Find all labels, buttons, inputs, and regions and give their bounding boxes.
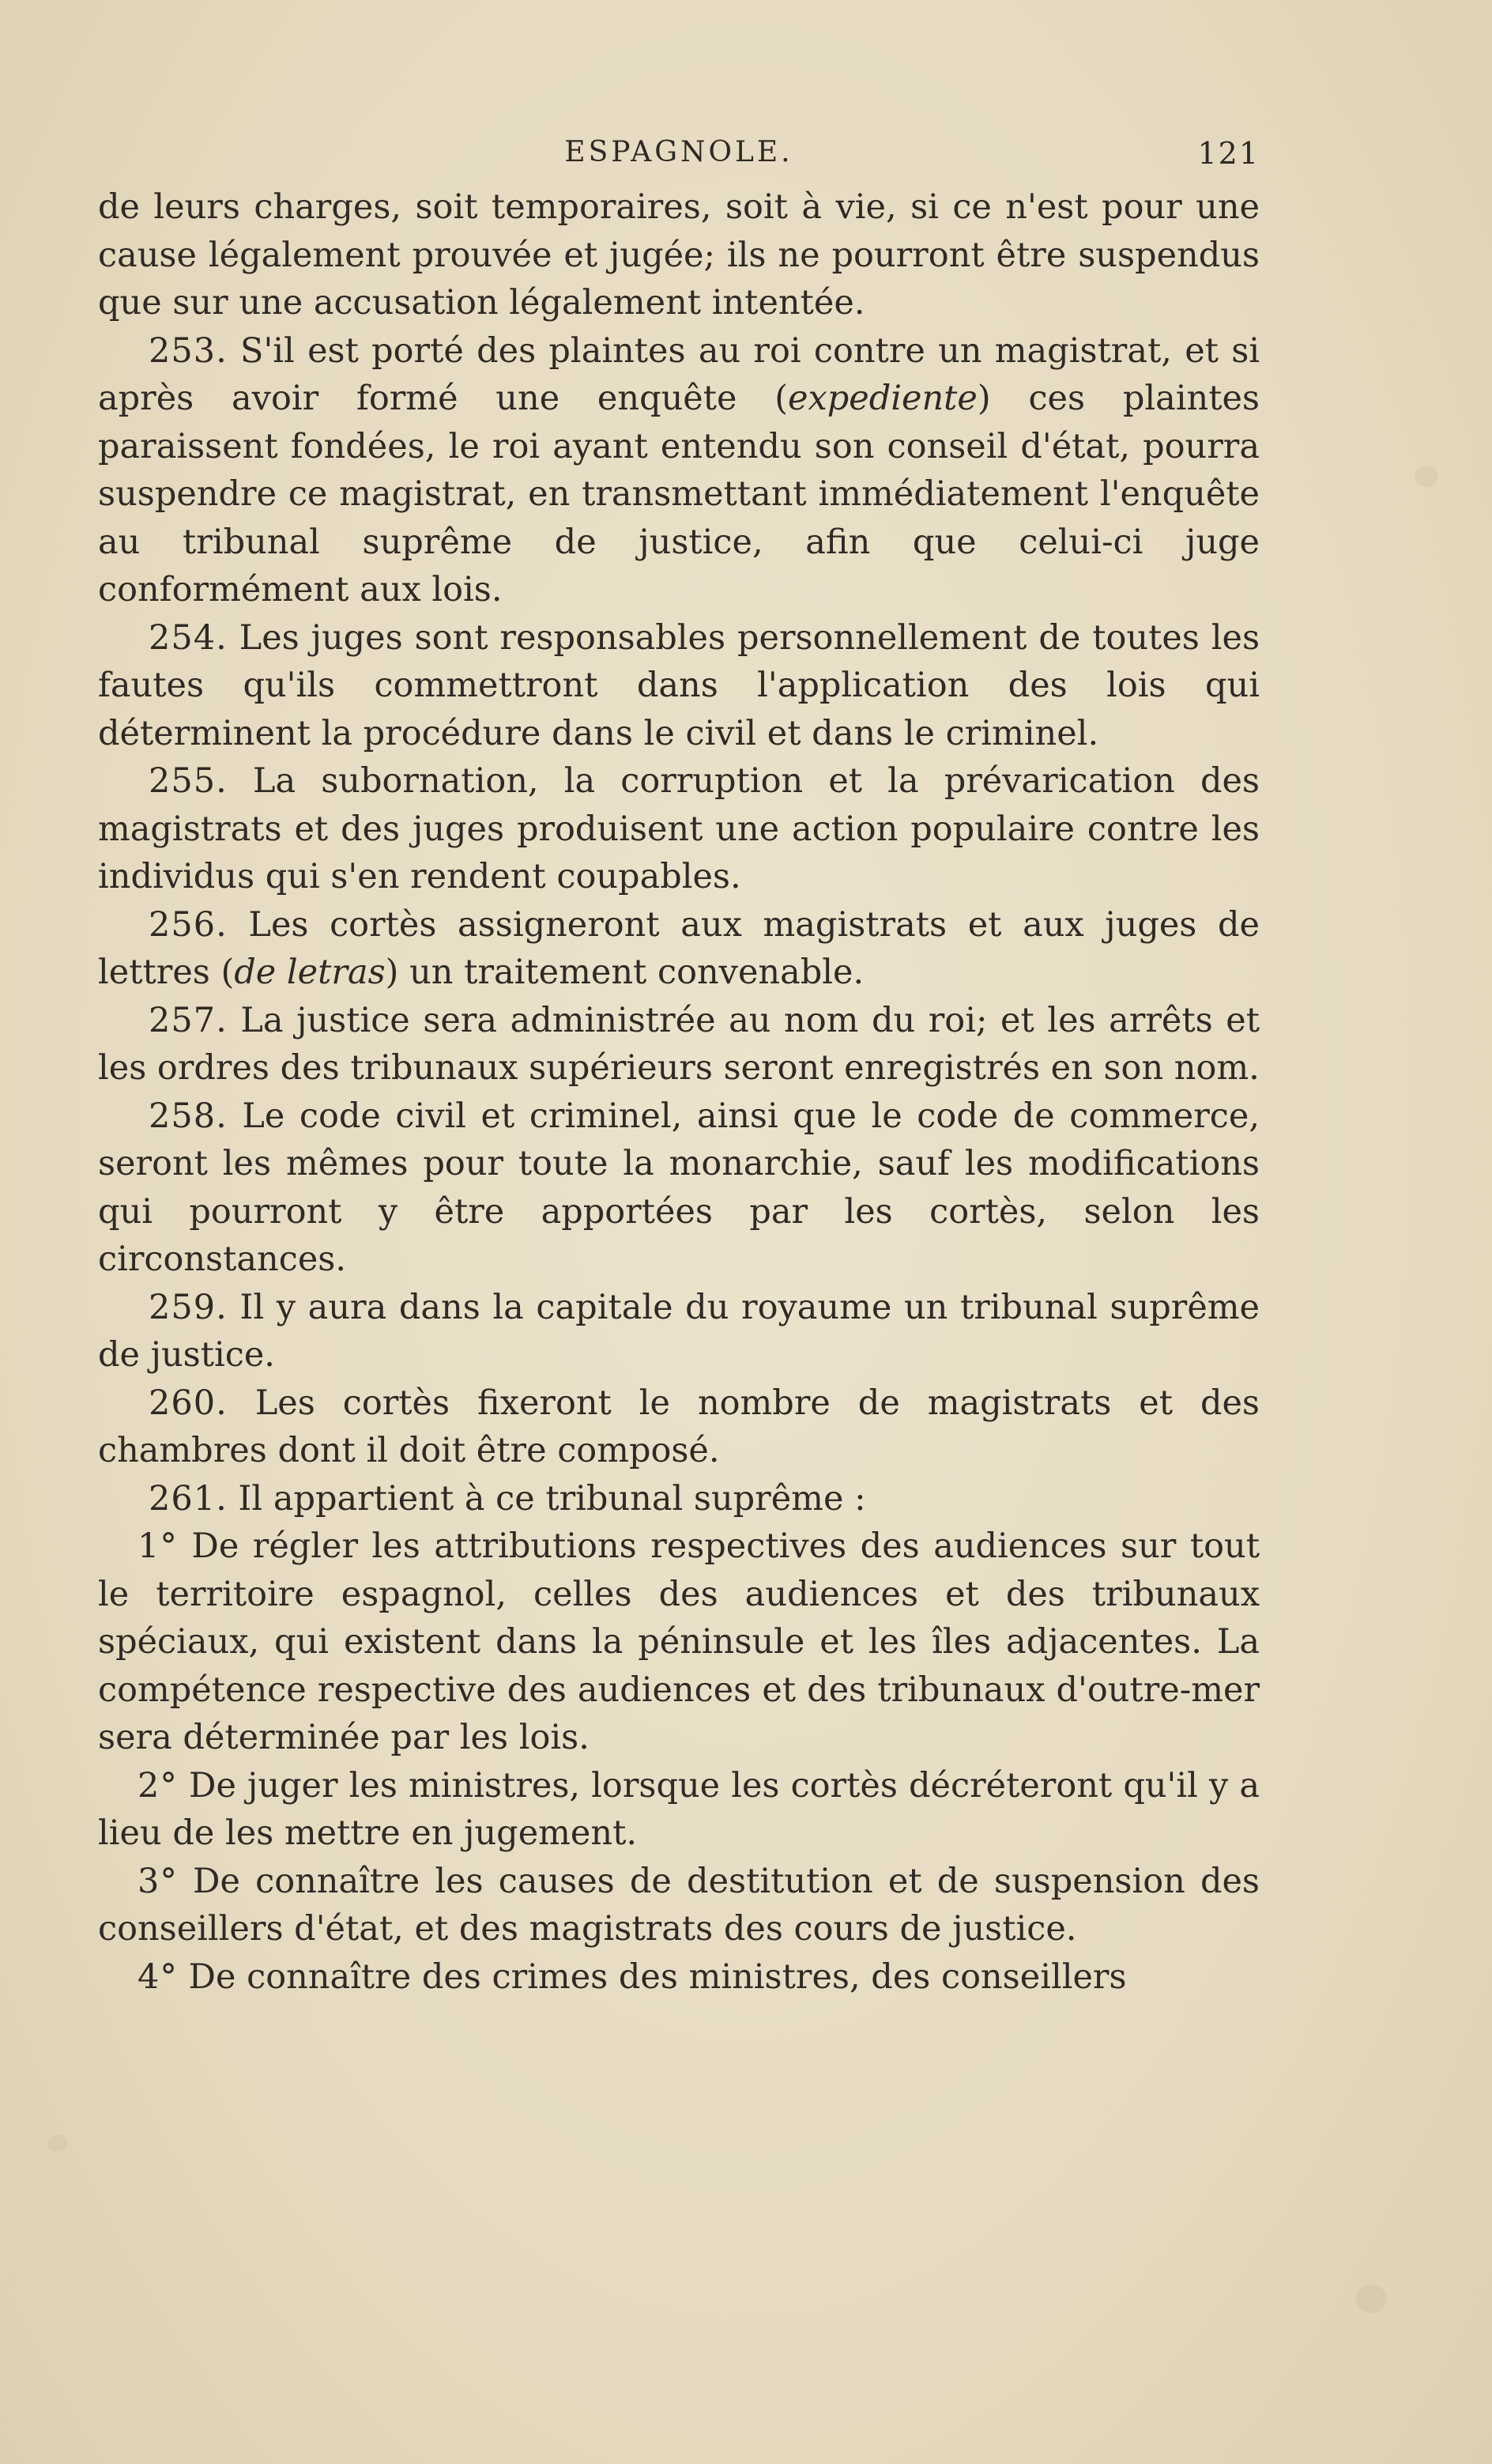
- article-number: 253.: [149, 330, 228, 371]
- paragraph-text: Le code civil et criminel, ainsi que le code de commerce, seront les mêmes pour toute la monarchie, sauf les modifications qui pourront y être apportées par les cortès, selon les circonstances.: [98, 1096, 1260, 1279]
- paragraph-text: La justice sera administrée au nom du roi; et les arrêts et les ordres des tribunaux supérieurs seront enregistrés en son nom.: [98, 1000, 1260, 1088]
- article-255: [98, 757, 1260, 901]
- paper-spot: [1415, 466, 1438, 487]
- article-261: [98, 1475, 1260, 1523]
- article-number: 260.: [149, 1383, 228, 1423]
- article-257: [98, 997, 1260, 1092]
- article-260: [98, 1379, 1260, 1475]
- article-259: [98, 1284, 1260, 1379]
- paragraph-text: De connaître des crimes des ministres, des conseillers: [188, 1956, 1127, 1997]
- article-number: 255.: [149, 761, 228, 801]
- page-number: 121: [1197, 136, 1260, 171]
- article-number: 257.: [149, 1000, 228, 1040]
- article-261-item-4: [98, 1953, 1260, 2002]
- item-number: 3°: [138, 1861, 178, 1901]
- item-number: 1°: [138, 1526, 178, 1566]
- page-header: [98, 136, 1260, 175]
- paragraph-text: De juger les ministres, lorsque les cortès décréteront qu'il y a lieu de les mettre en jugement.: [98, 1765, 1260, 1853]
- italic-term: de letras: [234, 953, 386, 992]
- article-number: 258.: [149, 1096, 228, 1136]
- item-number: 4°: [138, 1956, 178, 1997]
- paragraph-text: de leurs charges, soit temporaires, soit à vie, si ce n'est pour une cause légalement prouvée et jugée; ils ne pourront être suspendus que sur une accusation légalement intentée.: [98, 187, 1260, 323]
- item-number: 2°: [138, 1765, 178, 1806]
- italic-term: expediente: [788, 379, 978, 418]
- article-254: [98, 614, 1260, 758]
- body-text: [98, 183, 1260, 2001]
- paragraph-text: Il appartient à ce tribunal suprême :: [238, 1478, 866, 1519]
- article-261-item-1: [98, 1523, 1260, 1762]
- running-head: ESPAGNOLE.: [564, 136, 793, 168]
- article-number: 254.: [149, 617, 228, 658]
- paragraph-text: Il y aura dans la capitale du royaume un tribunal suprême de justice.: [98, 1287, 1260, 1375]
- article-253: [98, 327, 1260, 614]
- article-256: [98, 901, 1260, 997]
- paragraph-text: Les cortès assigneront aux magistrats et aux juges de lettres (: [98, 904, 1260, 992]
- paragraph-text: La subornation, la corruption et la prévarication des magistrats et des juges produisent une action populaire contre les individus qui s'en rendent coupables.: [98, 761, 1260, 896]
- paper-spot: [1355, 2285, 1387, 2313]
- paper-spot: [47, 2134, 68, 2152]
- article-number: 256.: [149, 904, 228, 945]
- paragraph-text: S'il est porté des plaintes au roi contre un magistrat, et si après avoir formé une enquête (: [98, 330, 1260, 418]
- article-252-continuation: [98, 183, 1260, 327]
- article-number: 261.: [149, 1478, 228, 1519]
- article-258: [98, 1092, 1260, 1284]
- paragraph-text: De régler les attributions respectives des audiences sur tout le territoire espagnol, celles des audiences et des tribunaux spéciaux, qui existent dans la péninsule et les îles adjacentes. La compétence respective des audiences et des tribunaux d'outre-mer sera déterminée par les lois.: [98, 1526, 1260, 1757]
- paragraph-text: Les juges sont responsables personnellement de toutes les fautes qu'ils commettront dans l'application des lois qui déterminent la procédure dans le civil et dans le criminel.: [98, 617, 1260, 753]
- paragraph-text: Les cortès fixeront le nombre de magistrats et des chambres dont il doit être composé.: [98, 1383, 1260, 1470]
- paragraph-text: ) ces plaintes paraissent fondées, le roi ayant entendu son conseil d'état, pourra suspendre ce magistrat, en transmettant immédiatement l'enquête au tribunal suprême de justice, afin que celui-ci juge conformément aux lois.: [98, 379, 1260, 609]
- paragraph-text: ) un traitement convenable.: [385, 953, 865, 992]
- article-number: 259.: [149, 1287, 228, 1327]
- article-261-item-2: [98, 1762, 1260, 1858]
- article-261-item-3: [98, 1858, 1260, 1953]
- paragraph-text: De connaître les causes de destitution et de suspension des conseillers d'état, et des magistrats des cours de justice.: [98, 1861, 1260, 1949]
